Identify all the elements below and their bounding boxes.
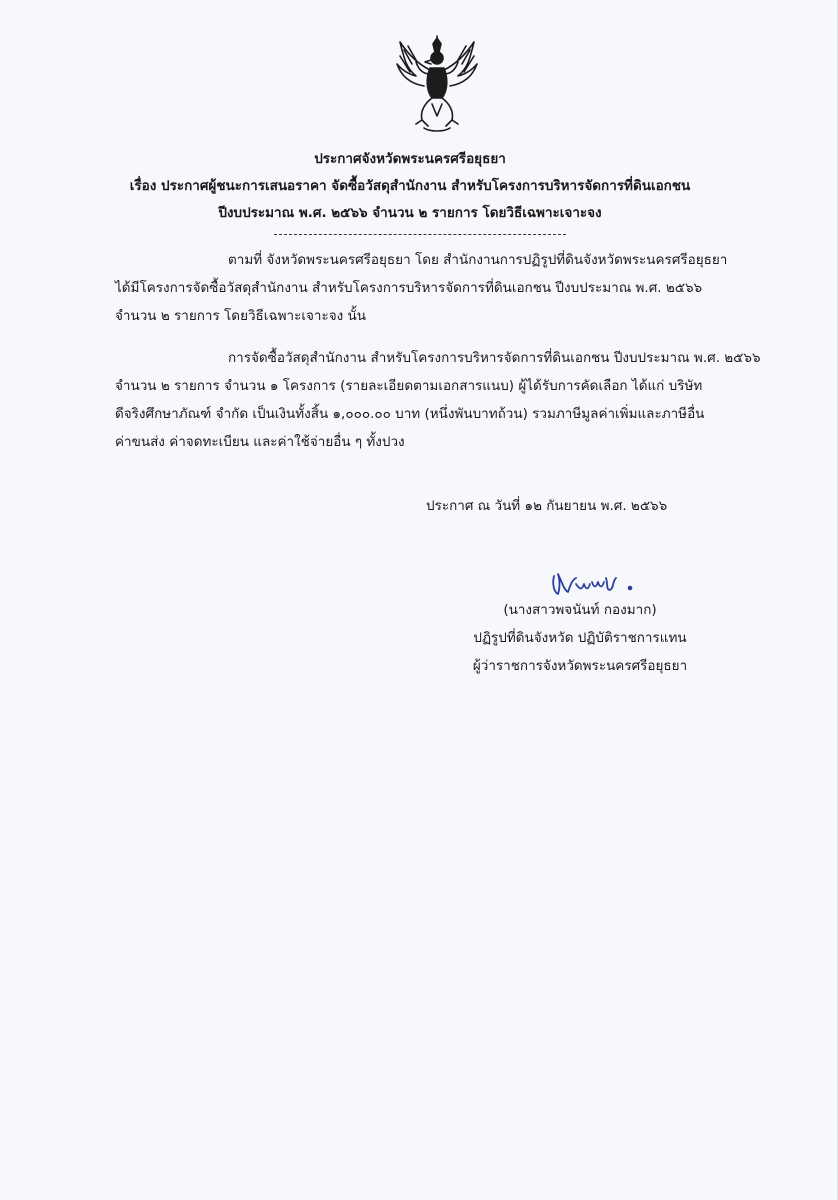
paragraph-line: ดีจริงศึกษาภัณฑ์ จำกัด เป็นเงินทั้งสิ้น ๑,๐๐๐.๐๐ บาท (หนึ่งพันบาทถ้วน) รวมภาษีมูลค่าเพิ่มและภาษีอื่น [115, 406, 705, 422]
signer-name: (นางสาวพจนันท์ กองมาก) [503, 602, 657, 618]
paragraph-line: จำนวน ๒ รายการ จำนวน ๑ โครงการ (รายละเอียดตามเอกสารแนบ) ผู้ได้รับการคัดเลือก ได้แก่ บริษัท [115, 378, 703, 394]
paragraph-line: ค่าขนส่ง ค่าจดทะเบียน และค่าใช้จ่ายอื่น ๆ ทั้งปวง [115, 434, 405, 450]
heading-subject: เรื่อง ประกาศผู้ชนะการเสนอราคา จัดซื้อวัสดุสำนักงาน สำหรับโครงการบริหารจัดการที่ดินเอกชน [129, 178, 691, 194]
heading-subject-detail: ปีงบประมาณ พ.ศ. ๒๕๖๖ จำนวน ๒ รายการ โดยวิธีเฉพาะเจาะจง [218, 205, 602, 221]
signer-position-on-behalf: ผู้ว่าราชการจังหวัดพระนครศรีอยุธยา [472, 658, 688, 674]
paragraph-line: จำนวน ๒ รายการ โดยวิธีเฉพาะเจาะจง นั้น [115, 308, 366, 324]
body-paragraph-2 [115, 344, 765, 456]
announcement-heading [110, 146, 710, 227]
paragraph-line: การจัดซื้อวัสดุสำนักงาน สำหรับโครงการบริหารจัดการที่ดินเอกชน ปีงบประมาณ พ.ศ. ๒๕๖๖ [228, 350, 761, 366]
garuda-emblem-icon [394, 34, 480, 134]
paragraph-line: ได้มีโครงการจัดซื้อวัสดุสำนักงาน สำหรับโครงการบริหารจัดการที่ดินเอกชน ปีงบประมาณ พ.ศ. ๒๕๖๖ [115, 280, 703, 296]
body-paragraph-1 [115, 246, 765, 330]
announcement-date: ประกาศ ณ วันที่ ๑๒ กันยายน พ.ศ. ๒๕๖๖ [426, 498, 668, 514]
heading-title: ประกาศจังหวัดพระนครศรีอยุธยา [314, 151, 506, 167]
handwritten-signature [546, 566, 656, 600]
signature-block [430, 596, 730, 680]
signer-position: ปฏิรูปที่ดินจังหวัด ปฏิบัติราชการแทน [473, 630, 687, 646]
paragraph-line: ตามที่ จังหวัดพระนครศรีอยุธยา โดย สำนักงานการปฏิรูปที่ดินจังหวัดพระนครศรีอยุธยา [228, 252, 728, 268]
heading-divider [274, 234, 566, 235]
